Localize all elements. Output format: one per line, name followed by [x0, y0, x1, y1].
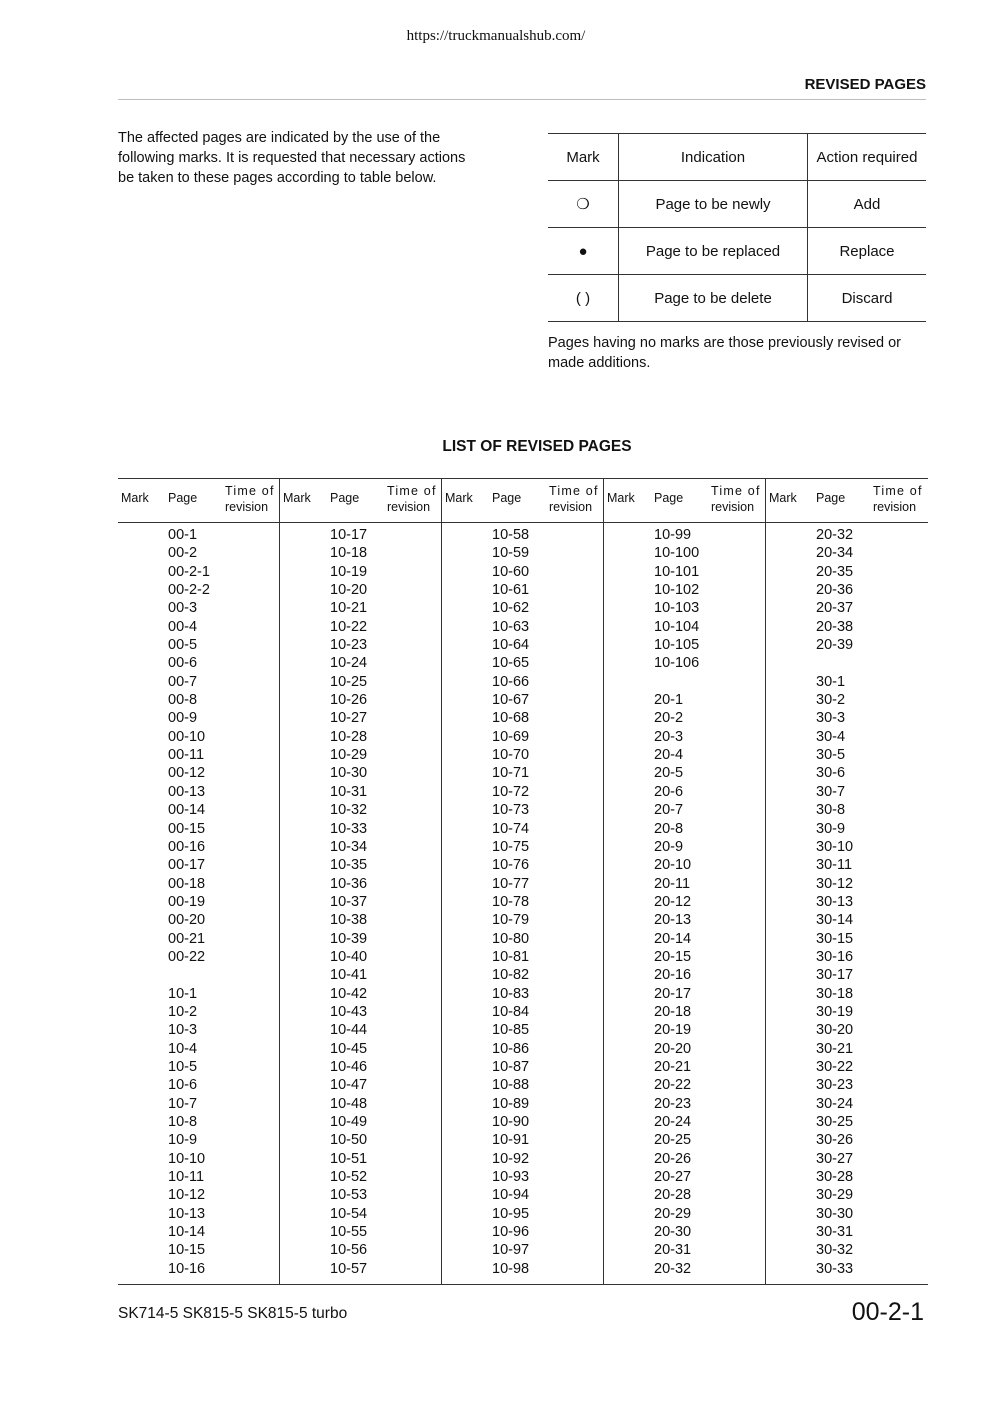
- page-entry: 00-4: [168, 618, 198, 635]
- page-entry: 10-90: [492, 1114, 530, 1130]
- page-entry: 10-80: [492, 930, 530, 947]
- page-entry: 10-19: [330, 563, 368, 580]
- page-entry: 30-6: [816, 765, 846, 782]
- page-entry: 10-23: [330, 637, 368, 654]
- page-entry: 30-18: [816, 985, 854, 1002]
- page-entry: 10-18: [330, 545, 368, 562]
- page-entry: 10-48: [330, 1095, 368, 1112]
- list-entries: [492, 526, 529, 1278]
- page-entry: 10-29: [330, 747, 368, 764]
- list-title: LIST OF REVISED PAGES: [442, 438, 632, 455]
- page-entry: 10-68: [492, 710, 530, 727]
- page-entry: 10-47: [330, 1077, 368, 1094]
- header-time-line2: revision: [711, 500, 755, 514]
- page-entry: 10-4: [168, 1040, 198, 1057]
- page-entry: 20-15: [654, 948, 692, 965]
- list-entries: [654, 526, 699, 1278]
- page-entry: 00-6: [168, 655, 198, 672]
- legend-header-row: [548, 134, 926, 181]
- page-entry: 20-3: [654, 728, 684, 745]
- page-entry: 10-37: [330, 893, 368, 910]
- mark-legend-table: [548, 133, 926, 322]
- page-entry: 20-14: [654, 930, 692, 947]
- header-time-line2: revision: [225, 500, 269, 514]
- page-entry: 00-16: [168, 838, 206, 855]
- page-entry: 00-13: [168, 783, 206, 800]
- page-entry: 10-60: [492, 563, 530, 580]
- list-bottom-rule: [118, 1284, 928, 1285]
- page-entry: 10-15: [168, 1242, 206, 1259]
- page-entry: 10-51: [330, 1150, 368, 1167]
- page-entry: 00-14: [168, 802, 206, 819]
- page-entry: 10-52: [330, 1169, 368, 1186]
- page-entry: 10-102: [654, 582, 700, 599]
- page-entry: 10-33: [330, 820, 368, 837]
- legend-row: [548, 228, 926, 275]
- page-entry: 10-2: [168, 1003, 198, 1020]
- page-entry: 20-35: [816, 563, 854, 580]
- legend-row: [548, 275, 926, 322]
- page-entry: 10-22: [330, 618, 368, 635]
- page-entry: 10-73: [492, 802, 530, 819]
- page-entry: 10-63: [492, 618, 530, 635]
- page-entry: 30-8: [816, 802, 846, 819]
- page-entry: 10-11: [168, 1169, 205, 1186]
- header-page: Page: [330, 491, 360, 505]
- page-entry: 30-5: [816, 747, 846, 764]
- page-entry: 20-31: [654, 1242, 692, 1259]
- page-entry: 20-36: [816, 582, 854, 599]
- page-entry: 10-3: [168, 1022, 198, 1039]
- page-entry: 00-11: [168, 747, 205, 764]
- page-entry: 30-10: [816, 838, 854, 855]
- page-entry: 10-75: [492, 838, 530, 855]
- page-entry: 10-67: [492, 692, 530, 709]
- page-entry: 10-77: [492, 875, 530, 892]
- column-divider: [765, 478, 766, 1284]
- parentheses-mark: ( ): [548, 275, 619, 322]
- page-entry: 10-56: [330, 1242, 368, 1259]
- header-time-line1: Time of: [387, 484, 437, 498]
- page-entry: 10-72: [492, 783, 530, 800]
- page-entry: 10-44: [330, 1022, 368, 1039]
- legend-indication: Page to be replaced: [619, 228, 808, 275]
- page-entry: 00-12: [168, 765, 206, 782]
- page-entry: 00-9: [168, 710, 198, 727]
- page-entry: 10-27: [330, 710, 368, 727]
- page-entry: 30-2: [816, 692, 846, 709]
- page-entry: 00-7: [168, 673, 198, 690]
- page-entry: 10-34: [330, 838, 368, 855]
- legend-action: Replace: [808, 228, 927, 275]
- page-entry: 00-2-1: [168, 563, 210, 580]
- page-entry: 10-8: [168, 1114, 198, 1130]
- page-entry: 20-5: [654, 765, 684, 782]
- page-entry: 10-98: [492, 1260, 530, 1277]
- header-mark: Mark: [283, 491, 311, 505]
- page-entry: 20-26: [654, 1150, 692, 1167]
- page-entry: 30-15: [816, 930, 854, 947]
- page-entry: 10-96: [492, 1224, 530, 1241]
- page-entry: 30-31: [816, 1224, 854, 1241]
- page-entry: 10-104: [654, 618, 700, 635]
- page-entry: 10-42: [330, 985, 368, 1002]
- page-entry: 20-13: [654, 912, 692, 929]
- page-entry: 20-38: [816, 618, 854, 635]
- legend-indication: Page to be newly: [619, 181, 808, 228]
- page-entry: 00-5: [168, 637, 198, 654]
- page-entry: 20-9: [654, 838, 684, 855]
- page-entry: 10-106: [654, 655, 700, 672]
- page-entry: 20-11: [654, 875, 691, 892]
- page-entry: 10-57: [330, 1260, 368, 1277]
- page-entry: 10-49: [330, 1114, 368, 1130]
- page-entry: 10-79: [492, 912, 530, 929]
- column-divider: [279, 478, 280, 1284]
- page-entry: 30-14: [816, 912, 854, 929]
- page-entry: 20-8: [654, 820, 684, 837]
- page-entry: 10-13: [168, 1205, 206, 1222]
- page-entry: 20-34: [816, 545, 854, 562]
- list-spacer: [816, 654, 853, 672]
- header-time-line2: revision: [387, 500, 431, 514]
- page-entry: 10-12: [168, 1187, 206, 1204]
- page-entry: 10-91: [492, 1132, 530, 1149]
- list-column-header: [442, 478, 604, 522]
- page-entry: 30-22: [816, 1058, 854, 1075]
- page-entry: 20-27: [654, 1169, 692, 1186]
- page-entry: 10-76: [492, 857, 530, 874]
- page-entry: 10-69: [492, 728, 530, 745]
- page-entry: 10-30: [330, 765, 368, 782]
- open-circle-mark: ❍: [548, 181, 619, 228]
- page-entry: 20-24: [654, 1114, 692, 1130]
- page-entry: 10-62: [492, 600, 530, 617]
- list-entries: [816, 526, 853, 1278]
- header-page: Page: [492, 491, 522, 505]
- page-entry: 10-70: [492, 747, 530, 764]
- list-spacer: [654, 673, 699, 691]
- header-time-line1: Time of: [549, 484, 599, 498]
- page-entry: 30-13: [816, 893, 854, 910]
- page-entry: 20-21: [654, 1058, 692, 1075]
- page-entry: 10-81: [492, 948, 530, 965]
- list-spacer: [168, 966, 210, 984]
- page-entry: 30-4: [816, 728, 846, 745]
- header-time-of-revision: [387, 483, 437, 515]
- page-entry: 00-19: [168, 893, 206, 910]
- page-entry: 20-12: [654, 893, 692, 910]
- list-column: [766, 478, 928, 1277]
- legend-header-action: Action required: [808, 134, 927, 181]
- header-time-of-revision: [711, 483, 761, 515]
- section-title: REVISED PAGES: [804, 76, 926, 93]
- page-entry: 10-89: [492, 1095, 530, 1112]
- page-entry: 10-31: [330, 783, 368, 800]
- page-entry: 00-1: [168, 527, 198, 543]
- page-entry: 20-7: [654, 802, 684, 819]
- page-entry: 10-71: [492, 765, 530, 782]
- page-entry: 00-3: [168, 600, 198, 617]
- header-page: Page: [654, 491, 684, 505]
- page-entry: 10-94: [492, 1187, 530, 1204]
- page-entry: 10-6: [168, 1077, 198, 1094]
- legend-action: Add: [808, 181, 927, 228]
- page-entry: 20-4: [654, 747, 684, 764]
- page-entry: 10-101: [654, 563, 700, 580]
- page-entry: 10-28: [330, 728, 368, 745]
- page-entry: 10-74: [492, 820, 530, 837]
- legend-header-mark: Mark: [548, 134, 619, 181]
- page-entry: 00-17: [168, 857, 206, 874]
- header-mark: Mark: [769, 491, 797, 505]
- page-entry: 30-21: [816, 1040, 854, 1057]
- page-entry: 20-23: [654, 1095, 692, 1112]
- page-entry: 10-45: [330, 1040, 368, 1057]
- page-entry: 10-92: [492, 1150, 530, 1167]
- page-entry: 10-14: [168, 1224, 206, 1241]
- header-mark: Mark: [121, 491, 149, 505]
- legend-row: [548, 181, 926, 228]
- page-entry: 20-39: [816, 637, 854, 654]
- page-entry: 10-24: [330, 655, 368, 672]
- page-entry: 30-1: [816, 673, 846, 690]
- page-entry: 10-21: [330, 600, 368, 617]
- list-header-rule: [118, 522, 928, 523]
- page-entry: 10-87: [492, 1058, 530, 1075]
- list-column: [280, 478, 442, 1277]
- page-entry: 10-9: [168, 1132, 198, 1149]
- page-entry: 10-82: [492, 967, 530, 984]
- header-time-of-revision: [873, 483, 923, 515]
- page-entry: 20-22: [654, 1077, 692, 1094]
- page-entry: 10-40: [330, 948, 368, 965]
- page-entry: 10-100: [654, 545, 700, 562]
- intro-text: The affected pages are indicated by the use of the following marks. It is requested that necessary actions be taken to these pages according to table below.: [118, 130, 466, 186]
- page-entry: 10-25: [330, 673, 368, 690]
- page-entry: 20-29: [654, 1205, 692, 1222]
- list-entries: [330, 526, 367, 1278]
- page-entry: 00-10: [168, 728, 206, 745]
- page-entry: 10-93: [492, 1169, 530, 1186]
- column-divider: [441, 478, 442, 1284]
- page-entry: 10-46: [330, 1058, 368, 1075]
- header-time-of-revision: [549, 483, 599, 515]
- page-entry: 30-27: [816, 1150, 854, 1167]
- page-entry: 00-20: [168, 912, 206, 929]
- page-entry: 20-30: [654, 1224, 692, 1241]
- header-divider: [118, 99, 926, 100]
- page-entry: 30-33: [816, 1260, 854, 1277]
- footer-models: SK714-5 SK815-5 SK815-5 turbo: [118, 1305, 348, 1322]
- page-entry: 00-15: [168, 820, 206, 837]
- page-entry: 30-29: [816, 1187, 854, 1204]
- page-entry: 10-17: [330, 527, 368, 543]
- footer-page-number: 00-2-1: [851, 1298, 924, 1326]
- page-entry: 30-3: [816, 710, 846, 727]
- page-entry: 10-7: [168, 1095, 198, 1112]
- page-entry: 00-2-2: [168, 582, 210, 599]
- page-entry: 20-18: [654, 1003, 692, 1020]
- page-entry: 10-97: [492, 1242, 530, 1259]
- page-entry: 10-83: [492, 985, 530, 1002]
- page-entry: 20-10: [654, 857, 692, 874]
- page-entry: 30-26: [816, 1132, 854, 1149]
- page-entry: 30-11: [816, 857, 853, 874]
- list-column: [118, 478, 280, 1277]
- header-time-line2: revision: [873, 500, 917, 514]
- list-column-header: [118, 478, 280, 522]
- list-entries: [168, 526, 210, 1278]
- page-entry: 10-1: [168, 985, 198, 1002]
- page-entry: 00-18: [168, 875, 206, 892]
- page-entry: 00-22: [168, 948, 206, 965]
- page-entry: 00-2: [168, 545, 198, 562]
- page-entry: 10-95: [492, 1205, 530, 1222]
- page-entry: 10-54: [330, 1205, 368, 1222]
- page-entry: 10-5: [168, 1058, 198, 1075]
- header-time-line1: Time of: [225, 484, 275, 498]
- page-entry: 30-23: [816, 1077, 854, 1094]
- page-entry: 10-10: [168, 1150, 206, 1167]
- list-column-header: [766, 478, 928, 522]
- page-entry: 00-21: [168, 930, 206, 947]
- page-entry: 10-35: [330, 857, 368, 874]
- filled-circle-mark: ●: [548, 228, 619, 275]
- page-entry: 10-53: [330, 1187, 368, 1204]
- header-mark: Mark: [445, 491, 473, 505]
- page-entry: 30-7: [816, 783, 846, 800]
- header-time-of-revision: [225, 483, 275, 515]
- page-entry: 20-16: [654, 967, 692, 984]
- page-entry: 10-41: [330, 967, 368, 984]
- page-entry: 10-61: [492, 582, 530, 599]
- page-entry: 10-59: [492, 545, 530, 562]
- header-time-line1: Time of: [711, 484, 761, 498]
- page-entry: 20-32: [816, 527, 854, 543]
- page-entry: 30-19: [816, 1003, 854, 1020]
- header-page: Page: [168, 491, 198, 505]
- page-entry: 10-88: [492, 1077, 530, 1094]
- list-column-header: [604, 478, 766, 522]
- page-entry: 10-16: [168, 1260, 206, 1277]
- page-entry: 30-32: [816, 1242, 854, 1259]
- page-entry: 30-25: [816, 1114, 854, 1130]
- page-entry: 10-105: [654, 637, 700, 654]
- page-entry: 10-64: [492, 637, 530, 654]
- page-entry: 10-32: [330, 802, 368, 819]
- page-entry: 30-17: [816, 967, 854, 984]
- list-column: [604, 478, 766, 1277]
- page-entry: 30-20: [816, 1022, 854, 1039]
- legend-action: Discard: [808, 275, 927, 322]
- page-entry: 30-16: [816, 948, 854, 965]
- page-entry: 20-25: [654, 1132, 692, 1149]
- page-entry: 20-20: [654, 1040, 692, 1057]
- page-entry: 10-58: [492, 527, 530, 543]
- page-entry: 10-78: [492, 893, 530, 910]
- page-entry: 10-26: [330, 692, 368, 709]
- column-divider: [603, 478, 604, 1284]
- page-entry: 10-39: [330, 930, 368, 947]
- header-time-line1: Time of: [873, 484, 923, 498]
- page-entry: 30-12: [816, 875, 854, 892]
- header-time-line2: revision: [549, 500, 593, 514]
- page-entry: 20-1: [654, 692, 684, 709]
- page-entry: 20-17: [654, 985, 692, 1002]
- page-entry: 00-8: [168, 692, 198, 709]
- page-entry: 10-85: [492, 1022, 530, 1039]
- page-entry: 30-30: [816, 1205, 854, 1222]
- page-entry: 10-66: [492, 673, 530, 690]
- legend-note: Pages having no marks are those previously revised or made additions.: [548, 335, 902, 371]
- page-entry: 10-20: [330, 582, 368, 599]
- page-entry: 10-50: [330, 1132, 368, 1149]
- page-entry: 10-84: [492, 1003, 530, 1020]
- page-entry: 30-9: [816, 820, 846, 837]
- page-entry: 20-28: [654, 1187, 692, 1204]
- source-url: https://truckmanualshub.com/: [406, 28, 586, 44]
- page-entry: 20-2: [654, 710, 684, 727]
- page-entry: 20-32: [654, 1260, 692, 1277]
- page-entry: 30-24: [816, 1095, 854, 1112]
- page-entry: 10-103: [654, 600, 700, 617]
- page-entry: 10-38: [330, 912, 368, 929]
- page-entry: 10-36: [330, 875, 368, 892]
- list-column: [442, 478, 604, 1277]
- legend-header-indication: Indication: [619, 134, 808, 181]
- header-page: Page: [816, 491, 846, 505]
- header-mark: Mark: [607, 491, 635, 505]
- page-entry: 30-28: [816, 1169, 854, 1186]
- list-column-header: [280, 478, 442, 522]
- page-entry: 10-55: [330, 1224, 368, 1241]
- page-entry: 20-6: [654, 783, 684, 800]
- page-entry: 10-99: [654, 527, 692, 543]
- page-entry: 20-19: [654, 1022, 692, 1039]
- legend-indication: Page to be delete: [619, 275, 808, 322]
- page-entry: 10-43: [330, 1003, 368, 1020]
- page-entry: 10-86: [492, 1040, 530, 1057]
- page-entry: 20-37: [816, 600, 854, 617]
- page-entry: 10-65: [492, 655, 530, 672]
